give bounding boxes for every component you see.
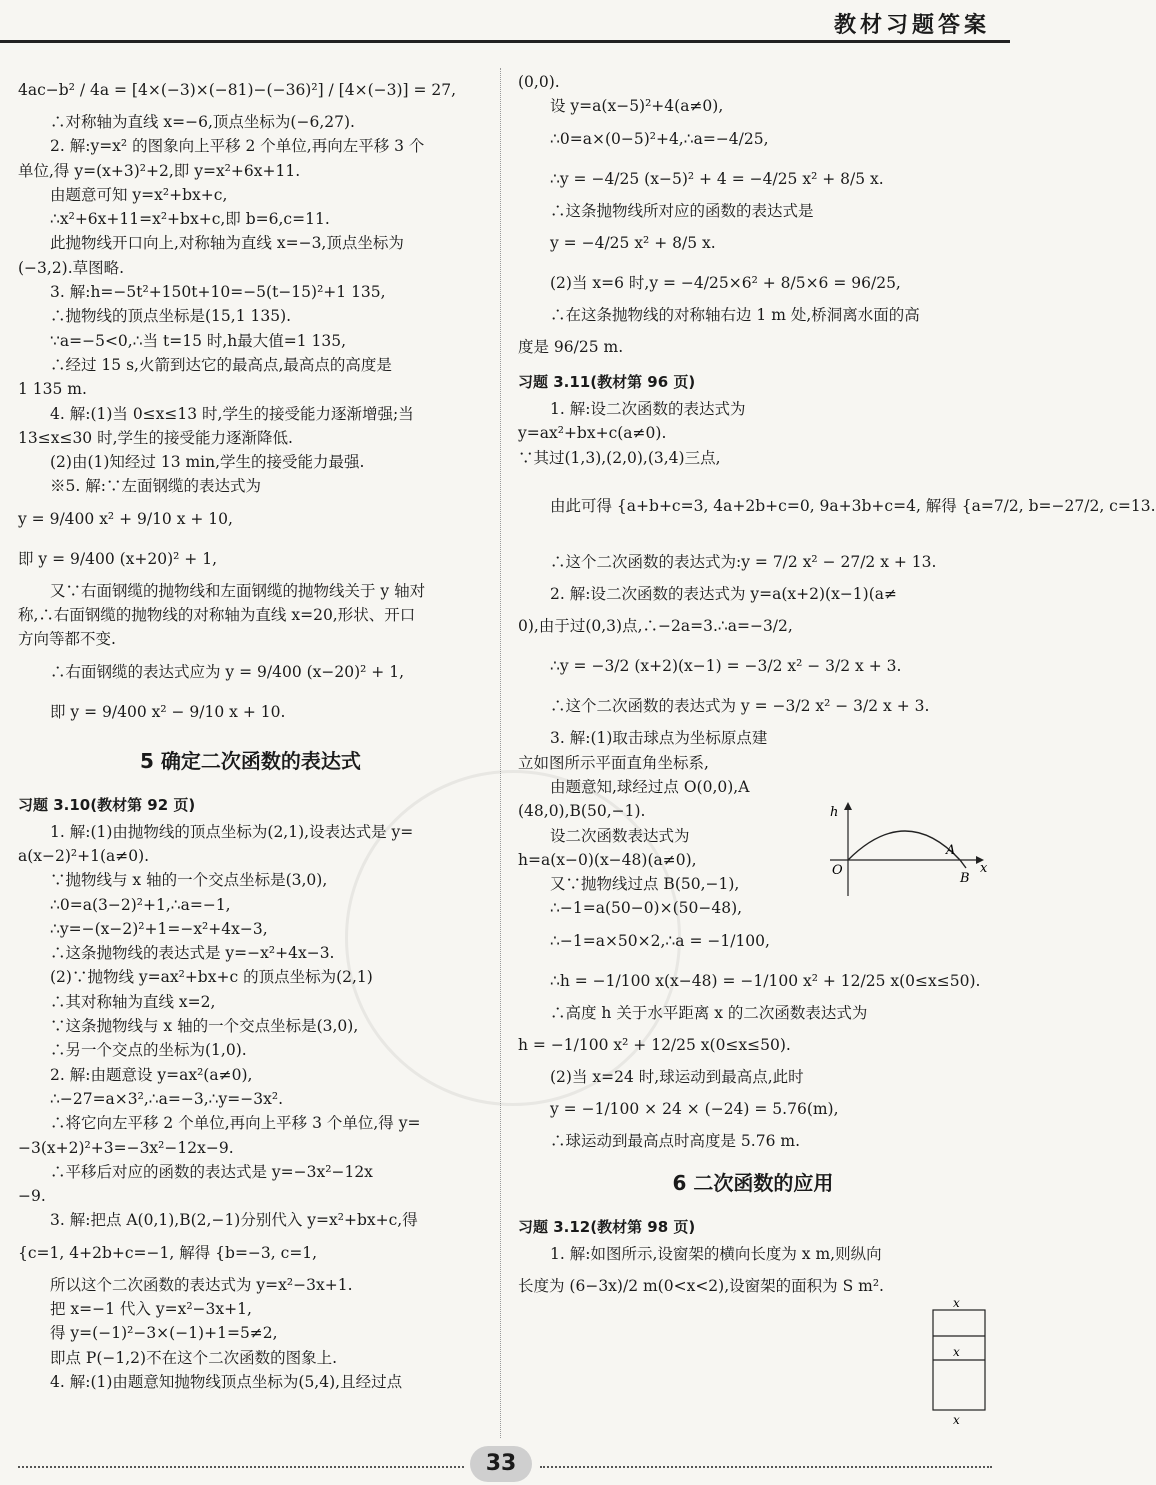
text-line: 1 135 m. — [18, 380, 87, 399]
text-line: ∴−1=a×50×2,∴a = −1/100, — [550, 931, 770, 950]
point-label-a: A — [946, 843, 956, 858]
text-line: 4. 解:(1)当 0≤x≤13 时,学生的接受能力逐渐增强;当 — [50, 404, 414, 423]
text-line: ∴在这条抛物线的对称轴右边 1 m 处,桥洞离水面的高 — [550, 305, 920, 324]
text-line: 由此可得 {a+b+c=3, 4a+2b+c=0, 9a+3b+c=4, 解得 {a=7/2, b=−27/2, c=13. — [550, 497, 1156, 516]
text-line: y = 9/400 x² + 9/10 x + 10, — [18, 509, 233, 528]
text-line: 方向等都不变. — [18, 630, 116, 649]
text-line: y = −4/25 x² + 8/5 x. — [550, 233, 716, 252]
text-line: 3. 解:(1)取击球点为坐标原点建 — [550, 729, 768, 748]
text-line: ∴这个二次函数的表达式为:y = 7/2 x² − 27/2 x + 13. — [550, 553, 937, 572]
axis-label-x: x — [980, 861, 988, 876]
text-line: (2)当 x=24 时,球运动到最高点,此时 — [550, 1068, 804, 1087]
text-line: 又∵右面钢缆的抛物线和左面钢缆的抛物线关于 y 轴对 — [50, 581, 426, 600]
text-line: 0),由于过(0,3)点,∴−2a=3.∴a=−3/2, — [518, 617, 793, 636]
window-frame-figure — [925, 1298, 993, 1428]
text-line: −9. — [18, 1187, 46, 1206]
text-line: ※5. 解:∵左面钢缆的表达式为 — [50, 477, 261, 496]
text-line: 单位,得 y=(x+3)²+2,即 y=x²+6x+11. — [18, 161, 301, 180]
exercise-title: 习题 3.10(教材第 92 页) — [18, 795, 196, 814]
text-line: 设二次函数表达式为 — [550, 826, 690, 845]
window-label-middle: x — [953, 1345, 960, 1359]
text-line: h = −1/100 x² + 12/25 x(0≤x≤50). — [518, 1036, 791, 1055]
text-line: 由题意知,球经过点 O(0,0),A — [550, 777, 750, 796]
header-title: 教材习题答案 — [833, 13, 990, 38]
text-line: ∴0=a×(0−5)²+4,∴a=−4/25, — [550, 129, 769, 148]
y-axis-arrow — [844, 802, 852, 810]
point-label-o: O — [832, 863, 843, 878]
exercise-title: 习题 3.11(教材第 96 页) — [518, 373, 696, 392]
text-line: 2. 解:设二次函数的表达式为 y=a(x+2)(x−1)(a≠ — [550, 585, 897, 604]
text-line: 立如图所示平面直角坐标系, — [518, 753, 709, 772]
column-divider — [500, 68, 501, 1438]
text-line: ∴这个二次函数的表达式为 y = −3/2 x² − 3/2 x + 3. — [550, 697, 930, 716]
axis-label-h: h — [830, 805, 839, 820]
text-line: ∴−1=a(50−0)×(50−48), — [550, 899, 743, 918]
footer-rule-right — [540, 1466, 992, 1468]
text-line: 又∵抛物线过点 B(50,−1), — [550, 875, 740, 894]
text-line: 13≤x≤30 时,学生的接受能力逐渐降低. — [18, 428, 293, 447]
text-line: 由题意可知 y=x²+bx+c, — [50, 185, 228, 204]
text-line: (2)当 x=6 时,y = −4/25×6² + 8/5×6 = 96/25, — [550, 273, 901, 292]
text-line: 称,∴右面钢缆的抛物线的对称轴为直线 x=20,形状、开口 — [18, 606, 416, 625]
text-line: ∴将它向左平移 2 个单位,再向上平移 3 个单位,得 y= — [50, 1114, 421, 1133]
text-line: 1. 解:(1)由抛物线的顶点坐标为(2,1),设表达式是 y= — [50, 822, 414, 841]
window-label-top: x — [953, 1296, 960, 1310]
text-line: ∴这条抛物线的表达式是 y=−x²+4x−3. — [50, 944, 335, 963]
text-line: ∵这条抛物线与 x 轴的一个交点坐标是(3,0), — [50, 1017, 359, 1036]
text-line: 长度为 (6−3x)/2 m(0<x<2),设窗架的面积为 S m². — [518, 1276, 884, 1295]
text-line: 把 x=−1 代入 y=x²−3x+1, — [50, 1299, 252, 1318]
text-line: ∴0=a(3−2)²+1,∴a=−1, — [50, 895, 231, 914]
parabola-graph-figure — [820, 800, 990, 900]
text-line: a(x−2)²+1(a≠0). — [18, 846, 150, 865]
text-line: ∵a=−5<0,∴当 t=15 时,h最大值=1 135, — [50, 331, 347, 350]
text-line: ∴对称轴为直线 x=−6,顶点坐标为(−6,27). — [50, 113, 355, 131]
text-line: 度是 96/25 m. — [518, 338, 624, 357]
text-line: (2)∵抛物线 y=ax²+bx+c 的顶点坐标为(2,1) — [50, 968, 373, 987]
text-line: 此抛物线开口向上,对称轴为直线 x=−3,顶点坐标为 — [50, 234, 404, 253]
section-title: 5 确定二次函数的表达式 — [140, 748, 361, 773]
text-line: y = −1/100 × 24 × (−24) = 5.76(m), — [550, 1100, 839, 1119]
footer-rule-left — [18, 1466, 464, 1468]
text-line: (0,0). — [518, 73, 560, 91]
text-line: −3(x+2)²+3=−3x²−12x−9. — [18, 1138, 234, 1157]
header-rule — [0, 40, 1010, 43]
page-number: 33 — [470, 1446, 532, 1482]
text-line: {c=1, 4+2b+c=−1, 解得 {b=−3, c=1, — [18, 1243, 318, 1262]
text-line: (−3,2).草图略. — [18, 258, 125, 277]
text-line: ∴其对称轴为直线 x=2, — [50, 992, 216, 1011]
text-line: 4ac−b² / 4a = [4×(−3)×(−81)−(−36)²] / [4×(−3)] = 27, — [18, 81, 457, 99]
text-line: ∴右面钢缆的表达式应为 y = 9/400 (x−20)² + 1, — [50, 662, 405, 681]
exercise-title: 习题 3.12(教材第 98 页) — [518, 1217, 696, 1236]
text-line: ∴抛物线的顶点坐标是(15,1 135). — [50, 307, 292, 326]
text-line: (2)由(1)知经过 13 min,学生的接受能力最强. — [50, 453, 365, 472]
text-line: y=ax²+bx+c(a≠0). — [518, 424, 667, 443]
text-line: ∴平移后对应的函数的表达式是 y=−3x²−12x — [50, 1162, 373, 1181]
text-line: 3. 解:h=−5t²+150t+10=−5(t−15)²+1 135, — [50, 283, 386, 302]
text-line: 设 y=a(x−5)²+4(a≠0), — [550, 97, 724, 116]
text-line: 3. 解:把点 A(0,1),B(2,−1)分别代入 y=x²+bx+c,得 — [50, 1211, 418, 1230]
window-label-bottom: x — [953, 1413, 960, 1427]
text-line: 即点 P(−1,2)不在这个二次函数的图象上. — [50, 1348, 338, 1367]
text-line: 即 y = 9/400 x² − 9/10 x + 10. — [50, 702, 286, 721]
right-column — [518, 70, 1156, 1306]
text-line: ∴x²+6x+11=x²+bx+c,即 b=6,c=11. — [50, 210, 330, 229]
text-line: ∴−27=a×3²,∴a=−3,∴y=−3x². — [50, 1089, 283, 1108]
point-label-b: B — [960, 871, 970, 886]
text-line: 即 y = 9/400 (x+20)² + 1, — [18, 549, 218, 568]
text-line: ∴y=−(x−2)²+1=−x²+4x−3, — [50, 919, 268, 938]
text-line: 4. 解:(1)由题意知抛物线顶点坐标为(5,4),且经过点 — [50, 1372, 403, 1391]
text-line: 2. 解:由题意设 y=ax²(a≠0), — [50, 1065, 253, 1084]
text-line: ∵其过(1,3),(2,0),(3,4)三点, — [518, 448, 721, 467]
text-line: ∴另一个交点的坐标为(1,0). — [50, 1041, 247, 1060]
text-line: ∴这条抛物线所对应的函数的表达式是 — [550, 201, 814, 220]
text-line: 得 y=(−1)²−3×(−1)+1=5≠2, — [50, 1324, 278, 1343]
text-line: 2. 解:y=x² 的图象向上平移 2 个单位,再向左平移 3 个 — [50, 137, 425, 156]
page-header — [0, 0, 1010, 48]
text-line: 1. 解:设二次函数的表达式为 — [550, 400, 746, 419]
text-line: ∴y = −3/2 (x+2)(x−1) = −3/2 x² − 3/2 x + 3. — [550, 657, 902, 676]
left-column — [18, 70, 483, 1394]
text-line: ∵抛物线与 x 轴的一个交点坐标是(3,0), — [50, 871, 328, 890]
text-line: 1. 解:如图所示,设窗架的横向长度为 x m,则纵向 — [550, 1244, 882, 1263]
text-line: (48,0),B(50,−1). — [518, 802, 646, 821]
text-line: ∴球运动到最高点时高度是 5.76 m. — [550, 1132, 800, 1151]
text-line: 所以这个二次函数的表达式为 y=x²−3x+1. — [50, 1275, 353, 1294]
section-title: 6 二次函数的应用 — [672, 1170, 834, 1195]
text-line: h=a(x−0)(x−48)(a≠0), — [518, 850, 697, 869]
text-line: ∴经过 15 s,火箭到达它的最高点,最高点的高度是 — [50, 355, 392, 374]
text-line: ∴h = −1/100 x(x−48) = −1/100 x² + 12/25 x(0≤x≤50). — [550, 971, 981, 990]
text-line: ∴高度 h 关于水平距离 x 的二次函数表达式为 — [550, 1003, 868, 1022]
text-line: ∴y = −4/25 (x−5)² + 4 = −4/25 x² + 8/5 x. — [550, 169, 884, 188]
